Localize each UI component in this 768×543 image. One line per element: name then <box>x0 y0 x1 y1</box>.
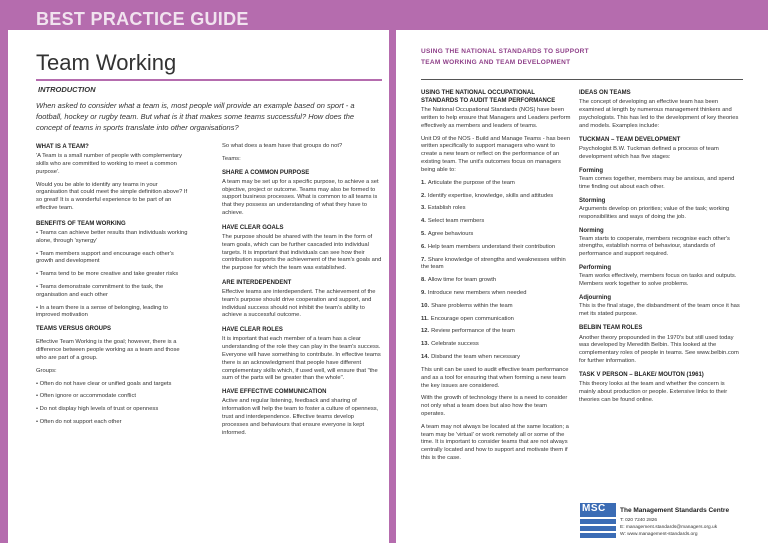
footer-contact <box>620 506 729 538</box>
benefits-list <box>36 230 188 320</box>
teams-intro: So what does a team have that groups do not? <box>222 143 343 149</box>
banner-title: BEST PRACTICE GUIDE <box>36 9 249 29</box>
stage-name: Adjourning <box>579 294 611 301</box>
common-purpose-text: A team may be set up for a specific purpose, to achieve a set objective, project or outcome. Teams may also be formed to support business processes. What is common to all teams is that they possess an understanding of what they have to achieve. <box>222 178 379 216</box>
list-item: • Teams can achieve better results than individuals working alone, through 'synergy' <box>36 230 188 246</box>
list-item: • Teams demonstrate commitment to the task, the organisation and each other <box>36 284 188 300</box>
communication-text: Active and regular listening, feedback and sharing of information will help the team to foster a culture of openness, trust and interdependence. Effective teams develop processes and behaviours that ensure everyone is kept informed. <box>222 398 379 436</box>
list-item: • Often do not support each other <box>36 419 188 427</box>
groups-heading: TEAMS VERSUS GROUPS <box>36 326 112 333</box>
intro-heading: INTRODUCTION <box>38 85 96 94</box>
nos-text-5: A team may not always be located at the same location; a team may be 'virtual' or work remotely all or some of the time. It is important to consider teams that are not always centrally located and how to support and motivate them if this is the case. <box>421 423 569 461</box>
msc-logo-text: MSC <box>582 503 606 514</box>
common-purpose-heading: SHARE A COMMON PURPOSE <box>222 169 310 176</box>
groups-list <box>36 381 188 427</box>
right-heading-line-1: USING THE NATIONAL STANDARDS TO SUPPORT <box>421 48 589 55</box>
list-item: 3. Establish roles <box>421 205 466 212</box>
groups-label: Groups: <box>36 367 57 374</box>
left-column-1 <box>36 143 188 432</box>
tuckman-heading: TUCKMAN – TEAM DEVELOPMENT <box>579 137 681 144</box>
stage-text: Arguments develop on priorities; value of the task; working responsibilities and ways of doing the job. <box>579 205 730 220</box>
left-column-2 <box>222 143 382 442</box>
outcomes-list <box>421 180 571 362</box>
list-item: 1. Articulate the purpose of the team <box>421 179 515 186</box>
right-column-2 <box>579 89 741 409</box>
website-link[interactable]: W: www.management-standards.org <box>620 532 698 538</box>
list-item: 8. Allow time for team growth <box>421 277 497 284</box>
list-item: 5. Agree behaviours <box>421 230 474 237</box>
clear-roles-heading: HAVE CLEAR ROLES <box>222 327 283 334</box>
right-heading-rule <box>421 79 743 80</box>
stage-name: Storming <box>579 197 606 204</box>
list-item: • Do not display high levels of trust or openness <box>36 406 188 414</box>
list-item: 14. Disband the team when necessary <box>421 354 520 361</box>
stage-name: Performing <box>579 265 612 272</box>
belbin-heading: BELBIN TEAM ROLES <box>579 325 643 332</box>
ideas-text: The concept of developing an effective team has been examined at length by numerous management thinkers and psychologists. This has led to the development of key theories and models. Examples include: <box>579 99 739 129</box>
clear-goals-heading: HAVE CLEAR GOALS <box>222 224 284 231</box>
email-address: E: management.standards@managers.org.uk <box>620 524 718 530</box>
stage-name: Norming <box>579 227 604 234</box>
right-heading-line-2: TEAM WORKING AND TEAM DEVELOPMENT <box>421 59 571 67</box>
right-column-1 <box>421 89 571 468</box>
stage-text: This is the final stage, the disbandment of the team once it has met its stated purpose. <box>579 302 740 317</box>
stage-text: Team works effectively, members focus on tasks and outputs. Members work together to solve problems. <box>579 273 737 287</box>
list-item: 11. Encourage open communication <box>421 315 514 322</box>
stage-text: Team comes together, members may be anxious, and spend time finding out about each other. <box>579 176 735 190</box>
nos-text-4: With the growth of technology there is a need to consider not only what a team does but also how the team operates. <box>421 395 568 417</box>
task-person-heading: TASK V PERSON – BLAKE/ MOUTON (1961) <box>579 371 704 378</box>
belbin-text: Another theory propounded in the 1970's but still used today was developed by Meredith Belbin. This looked at the complementary roles of people in teams. See www.belbin.com for further information. <box>579 334 739 364</box>
list-item: • Team members support and encourage each other's growth and development <box>36 251 188 267</box>
msc-logo <box>580 503 616 539</box>
interdependent-heading: ARE INTERDEPENDENT <box>222 279 292 286</box>
list-item: 9. Introduce new members when needed <box>421 290 527 296</box>
nos-text-2: Unit D9 of the NOS - Build and Manage Teams - has been written specifically to support managers who want to create a new team or reflect on the performance of an existing team. The unit's outcomes focus on managers being able to: <box>421 135 571 173</box>
banner <box>0 0 768 30</box>
tuckman-text: Psychologist B.W. Tuckman defined a process of team development which has five stages: <box>579 146 719 161</box>
list-item: • In a team there is a sense of belonging, leading to improved motivation <box>36 305 188 321</box>
list-item: 13. Celebrate success <box>421 341 479 348</box>
intro-text: When asked to consider what a team is, most people will provide an example based on sport - a football, hockey or rugby team. But what is it that makes some teams successful? How does the concept of teams in sports translate into other organisations? <box>36 101 355 132</box>
list-item: • Teams tend to be more creative and take greater risks <box>36 271 188 279</box>
list-item: 6. Help team members understand their contribution <box>421 243 556 250</box>
list-item: 12. Review performance of the team <box>421 328 515 335</box>
list-item: • Often do not have clear or unified goals and targets <box>36 381 188 389</box>
list-item: 4. Select team members <box>421 218 485 225</box>
benefits-heading: BENEFITS OF TEAM WORKING <box>36 220 126 227</box>
phone-number: T: 020 7240 2826 <box>620 517 658 523</box>
ideas-heading: IDEAS ON TEAMS <box>579 90 631 96</box>
what-is-team-heading: WHAT IS A TEAM? <box>36 144 89 150</box>
title-rule <box>36 79 382 81</box>
stage-text: Team starts to cooperate, members recognise each other's strengths, establish norms of behaviour, standards of performance and support required. <box>579 235 730 258</box>
nos-text-1: The National Occupational Standards (NOS) have been written to help ensure that Managers and Leaders perform effectively as members and leaders of teams. <box>421 107 571 129</box>
list-item: 2. Identify expertise, knowledge, skills and attitudes <box>421 192 554 199</box>
groups-text: Effective Team Working is the goal; however, there is a difference between people working as a team and those who are part of a group. <box>36 339 180 361</box>
right-page-heading <box>421 46 741 68</box>
list-item: • Often ignore or accommodate conflict <box>36 393 188 401</box>
list-item: 7. Share knowledge of strengths and weaknesses within the team <box>421 256 566 271</box>
communication-heading: HAVE EFFECTIVE COMMUNICATION <box>222 389 327 396</box>
page-title: Team Working <box>36 50 177 75</box>
clear-goals-text: The purpose should be shared with the team in the form of team goals, which can be further cascaded into individual targets. It is important that individuals can see how their contribution supports the achievement of the team's goals and the purpose for which the team was established. <box>222 233 382 272</box>
interdependent-text: Effective teams are interdependent. The achievement of the team's purpose should drive cooperation and support, and individual success should not inhibit the team's ability to achieve a successful outcome. <box>222 289 376 319</box>
clear-roles-text: It is important that each member of a team has a clear understanding of the role they can play in the team's success. Everyone will have something to contribute. In effective teams there is an acknowledgment that people have different complementary skills which, if used well, will ensure that "the sum of the parts will be greater than the whole". <box>222 336 381 382</box>
nos-text-3: This unit can be used to audit effective team performance and as a tool for ensuring that when forming a new team the key issues are considered. <box>421 366 569 389</box>
org-name: The Management Standards Centre <box>620 507 730 514</box>
list-item: 10. Share problems within the team <box>421 302 513 309</box>
task-person-text: This theory looks at the team and whether the concern is mainly about production or people. Extensive links to their theories can be found online. <box>579 380 728 403</box>
stage-name: Forming <box>579 168 603 175</box>
nos-audit-heading: USING THE NATIONAL OCCUPATIONAL STANDARDS TO AUDIT TEAM PERFORMANCE <box>421 90 556 105</box>
teams-label: Teams: <box>222 155 241 162</box>
what-is-team-definition: 'A Team is a small number of people with complementary skills who are committed to working to meet a common purpose'. <box>36 153 182 175</box>
what-is-team-text: Would you be able to identify any teams in your organisation that could meet the simple definition above? If so great! It is a wonderful experience to be part of an effective team. <box>36 181 188 211</box>
